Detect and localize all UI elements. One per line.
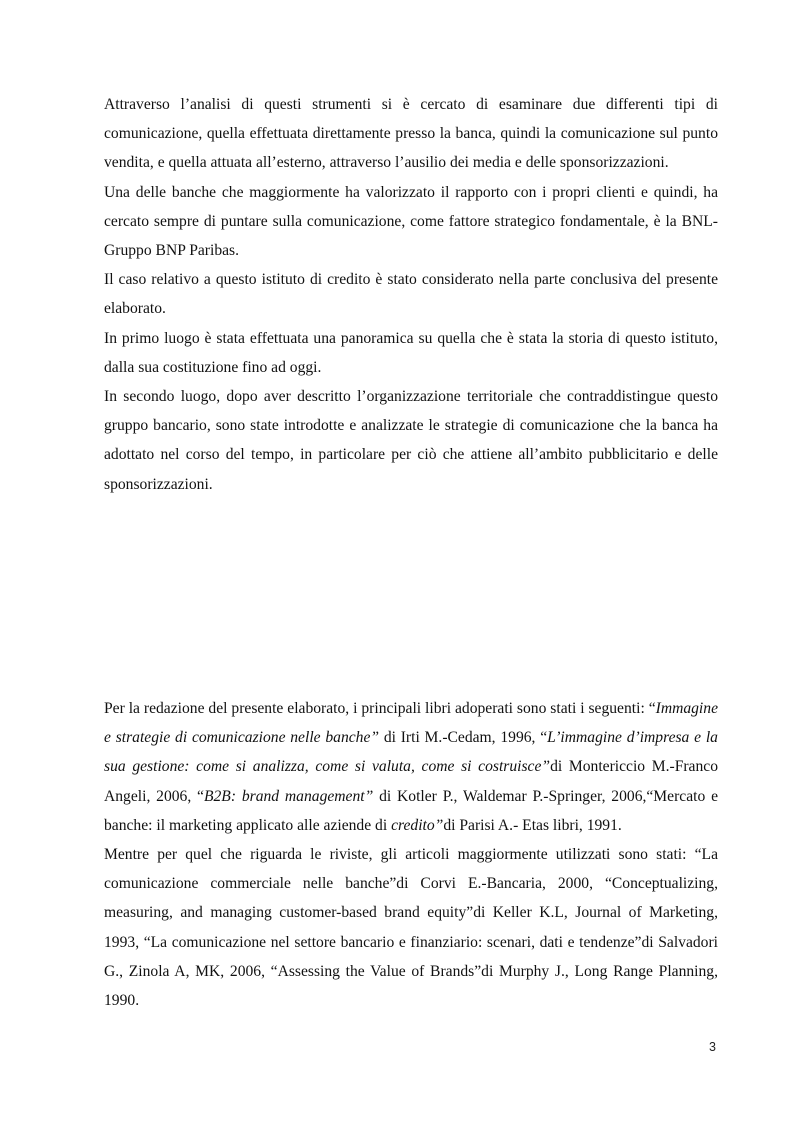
book1-title: Immagine e strategie di comunicazione nelle banche”: [104, 700, 718, 747]
book2-ref: di Montericcio M.-Franco Angeli, 2006, “: [104, 758, 718, 805]
paragraph-strategies: In secondo luogo, dopo aver descritto l’organizzazione territoriale che contraddistingue questo gruppo bancario, sono state introdotte e analizzate le strategie di comunicazione che la banca ha adottato nel corso del tempo, in particolare per ciò che attiene all’ambito pubblicitario e delle sponsorizzazioni.: [104, 388, 718, 493]
page-number: 3: [709, 1040, 716, 1054]
book3-title: B2B: brand management”: [203, 787, 374, 805]
book2-title: L’immagine d’impresa e la sua gestione: come si analizza, come si valuta, come si costruisce”: [104, 729, 718, 776]
paragraph-books: [104, 694, 718, 840]
paragraph-analysis-intro: Attraverso l’analisi di questi strumenti si è cercato di esaminare due differenti tipi di comunicazione, quella effettuata direttamente presso la banca, quindi la comunicazione sul punto vendita, e quella attuata all’esterno, attraverso l’ausilio dei media e delle sponsorizzazioni.: [104, 96, 718, 172]
document-body-section-2: [104, 694, 718, 1015]
book3-ref: di Kotler P., Waldemar P.-Springer, 2006,“Mercato e banche: il marketing applicato alle aziende di: [104, 787, 718, 834]
book4-title-end: credito”: [391, 816, 444, 834]
book1-ref: di Irti M.-Cedam, 1996, “: [379, 729, 548, 747]
paragraph-case-study: Il caso relativo a questo istituto di credito è stato considerato nella parte conclusiva del presente elaborato.: [104, 271, 718, 318]
book4-ref: di Parisi A.- Etas libri, 1991.: [443, 816, 622, 834]
document-body-section-1: [104, 90, 718, 499]
books-intro-text: Per la redazione del presente elaborato, i principali libri adoperati sono stati i seguenti: “: [104, 700, 656, 717]
paragraph-journals: Mentre per quel che riguarda le riviste, gli articoli maggiormente utilizzati sono stati: “La comunicazione commerciale nelle banche”di Corvi E.-Bancaria, 2000, “Conceptualizing, measuring, and managing customer-based brand equity”di Keller K.L, Journal of Marketing, 1993, “La comunicazione nel settore bancario e finanziario: scenari, dati e tendenze”di Salvadori G., Zinola A, MK, 2006, “Assessing the Value of Brands”di Murphy J., Long Range Planning, 1990.: [104, 846, 718, 1010]
paragraph-bnl-intro: Una delle banche che maggiormente ha valorizzato il rapporto con i propri clienti e quindi, ha cercato sempre di puntare sulla comunicazione, come fattore strategico fondamentale, è la BNL-Gruppo BNP Paribas.: [104, 183, 718, 260]
paragraph-history: In primo luogo è stata effettuata una panoramica su quella che è stata la storia di questo istituto, dalla sua costituzione fino ad oggi.: [104, 329, 718, 376]
